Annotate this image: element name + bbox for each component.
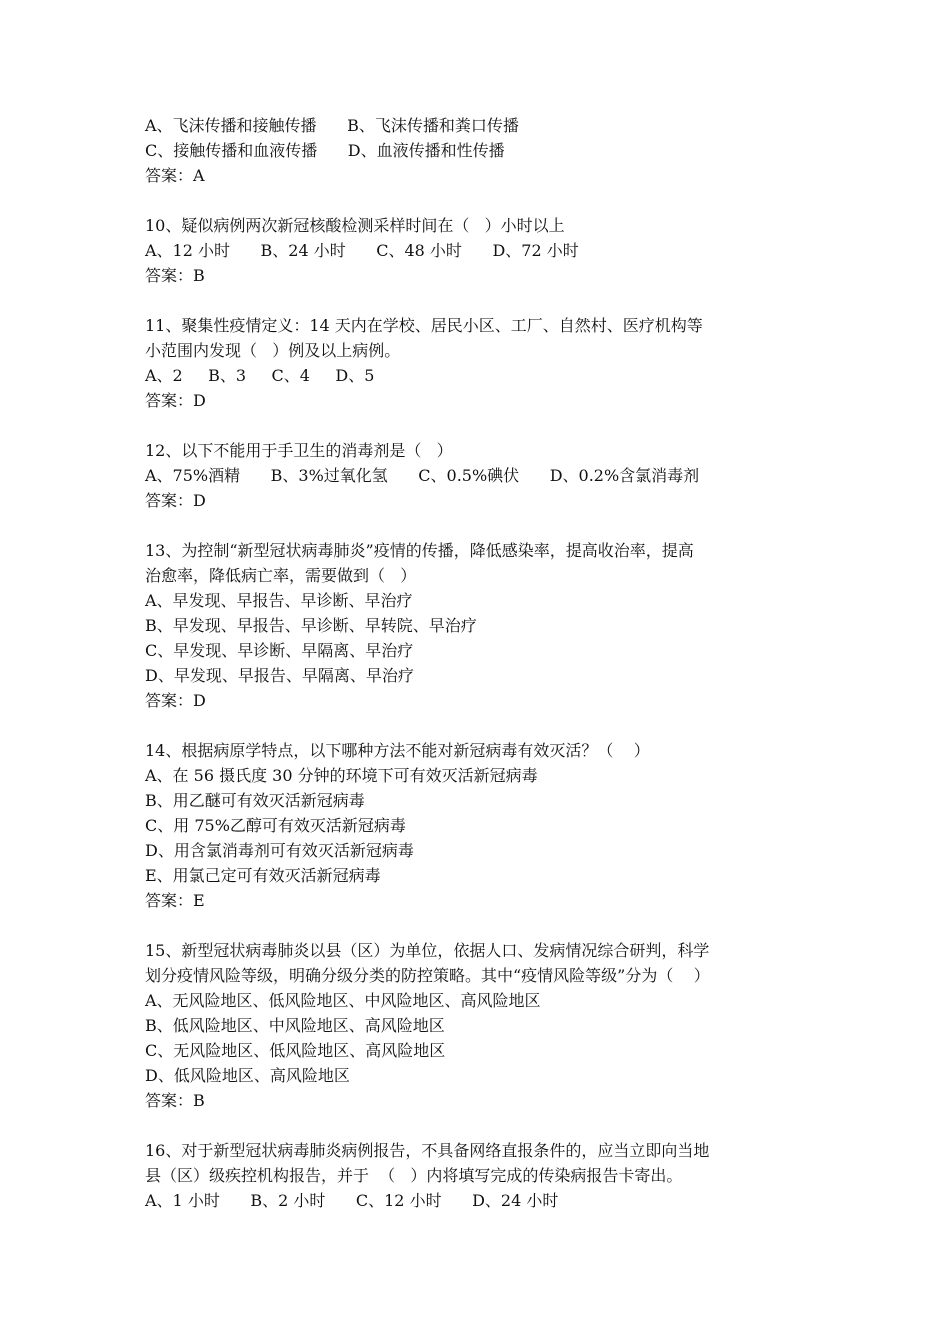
- option-line: D、用含氯消毒剂可有效灭活新冠病毒: [145, 841, 414, 860]
- question-block: [145, 738, 825, 913]
- question-block: [145, 1138, 825, 1213]
- option-line: A、12 小时 B、24 小时 C、48 小时 D、72 小时: [145, 241, 579, 260]
- question-block: [145, 438, 825, 513]
- question-text: 治愈率，降低病亡率，需要做到（ ）: [145, 566, 417, 585]
- option-line: C、接触传播和血液传播 D、血液传播和性传播: [145, 141, 505, 160]
- option-line: C、早发现、早诊断、早隔离、早治疗: [145, 641, 414, 660]
- option-line: C、无风险地区、低风险地区、高风险地区: [145, 1041, 446, 1060]
- option-line: C、用 75%乙醇可有效灭活新冠病毒: [145, 816, 406, 835]
- option-line: A、75%酒精 B、3%过氧化氢 C、0.5%碘伏 D、0.2%含氯消毒剂: [145, 466, 700, 485]
- question-text: 县（区）级疾控机构报告，并于 （ ）内将填写完成的传染病报告卡寄出。: [145, 1166, 683, 1185]
- question-text: 12、以下不能用于手卫生的消毒剂是（ ）: [145, 441, 453, 460]
- option-line: D、早发现、早报告、早隔离、早治疗: [145, 666, 414, 685]
- question-text: 16、对于新型冠状病毒肺炎病例报告，不具备网络直报条件的，应当立即向当地: [145, 1141, 710, 1160]
- option-line: A、飞沫传播和接触传播 B、飞沫传播和粪口传播: [145, 116, 519, 135]
- question-text: 10、疑似病例两次新冠核酸检测采样时间在（ ）小时以上: [145, 216, 565, 235]
- answer-line: 答案：B: [145, 1091, 205, 1110]
- option-line: A、2 B、3 C、4 D、5: [145, 366, 375, 385]
- option-line: A、无风险地区、低风险地区、中风险地区、高风险地区: [145, 991, 541, 1010]
- answer-line: 答案：D: [145, 391, 206, 410]
- question-block: [145, 538, 825, 713]
- question-text: 13、为控制“新型冠状病毒肺炎”疫情的传播，降低感染率，提高收治率，提高: [145, 541, 694, 560]
- answer-line: 答案：B: [145, 266, 205, 285]
- answer-line: 答案：E: [145, 891, 205, 910]
- option-line: B、用乙醚可有效灭活新冠病毒: [145, 791, 365, 810]
- question-text: 小范围内发现（ ）例及以上病例。: [145, 341, 401, 360]
- question-text: 14、根据病原学特点，以下哪种方法不能对新冠病毒有效灭活？（ ）: [145, 741, 650, 760]
- option-line: A、早发现、早报告、早诊断、早治疗: [145, 591, 413, 610]
- answer-line: 答案：D: [145, 691, 206, 710]
- answer-line: 答案：D: [145, 491, 206, 510]
- question-block: [145, 213, 825, 288]
- option-line: B、早发现、早报告、早诊断、早转院、早治疗: [145, 616, 477, 635]
- question-text: 划分疫情风险等级，明确分级分类的防控策略。其中“疫情风险等级”分为（ ）: [145, 966, 710, 985]
- question-block: [145, 113, 825, 188]
- option-line: D、低风险地区、高风险地区: [145, 1066, 350, 1085]
- question-text: 11、聚集性疫情定义：14 天内在学校、居民小区、工厂、自然村、医疗机构等: [145, 316, 703, 335]
- question-block: [145, 938, 825, 1113]
- question-block: [145, 313, 825, 413]
- question-text: 15、新型冠状病毒肺炎以县（区）为单位，依据人口、发病情况综合研判，科学: [145, 941, 710, 960]
- answer-line: 答案：A: [145, 166, 205, 185]
- option-line: E、用氯己定可有效灭活新冠病毒: [145, 866, 381, 885]
- question-list: [145, 113, 825, 1238]
- option-line: A、在 56 摄氏度 30 分钟的环境下可有效灭活新冠病毒: [145, 766, 538, 785]
- option-line: A、1 小时 B、2 小时 C、12 小时 D、24 小时: [145, 1191, 559, 1210]
- option-line: B、低风险地区、中风险地区、高风险地区: [145, 1016, 445, 1035]
